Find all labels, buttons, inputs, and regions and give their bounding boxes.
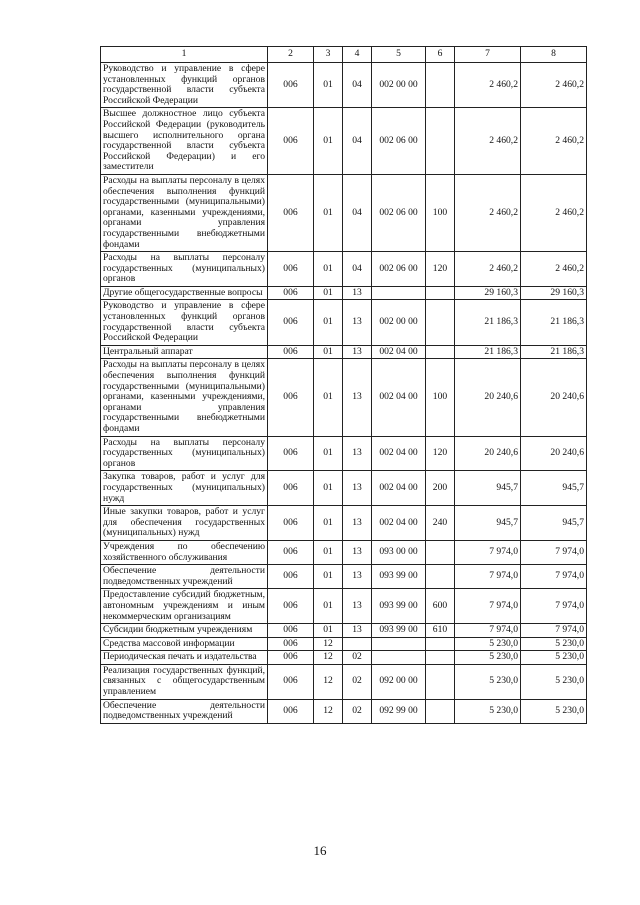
cell-code-expense-type: 200 [426,471,455,506]
cell-amount: 20 240,6 [455,359,521,436]
cell-name: Руководство и управление в сфере установленных функций органов государственной власти субъекта Российской Федерации [101,63,268,108]
cell-name: Реализация государственных функций, связанных с общегосударственным управлением [101,664,268,699]
cell-code-expense-type: 240 [426,506,455,541]
cell-code-section: 01 [314,108,343,175]
cell-code-subsection: 13 [343,506,372,541]
cell-code-subsection: 02 [343,651,372,665]
cell-amount-total: 29 160,3 [521,286,587,300]
cell-name: Расходы на выплаты персоналу государственных (муниципальных) органов [101,252,268,287]
cell-code-admin: 006 [268,286,314,300]
table-row [101,637,587,651]
cell-code-subsection: 13 [343,300,372,345]
cell-code-target [372,637,426,651]
table-row [101,359,587,436]
cell-code-target: 002 00 00 [372,300,426,345]
cell-name: Субсидии бюджетным учреждениям [101,624,268,638]
cell-code-section: 01 [314,506,343,541]
cell-name: Предоставление субсидий бюджетным, автономным учреждениям и иным некоммерческим организациям [101,589,268,624]
cell-name: Учреждения по обеспечению хозяйственного обслуживания [101,540,268,564]
table-row [101,345,587,359]
cell-code-expense-type [426,565,455,589]
cell-code-expense-type [426,63,455,108]
budget-table [100,46,587,724]
cell-code-target: 002 04 00 [372,471,426,506]
cell-code-target: 092 00 00 [372,664,426,699]
cell-code-section: 01 [314,540,343,564]
cell-code-subsection: 13 [343,436,372,471]
cell-amount: 2 460,2 [455,63,521,108]
page-number: 16 [313,843,327,858]
cell-code-expense-type [426,699,455,723]
cell-name: Другие общегосударственные вопросы [101,286,268,300]
cell-amount-total: 945,7 [521,506,587,541]
cell-code-section: 12 [314,637,343,651]
table-row [101,286,587,300]
cell-name: Обеспечение деятельности подведомственных учреждений [101,565,268,589]
cell-amount: 7 974,0 [455,624,521,638]
cell-amount: 2 460,2 [455,108,521,175]
cell-amount: 5 230,0 [455,637,521,651]
cell-amount-total: 2 460,2 [521,108,587,175]
cell-code-subsection: 04 [343,252,372,287]
cell-code-subsection [343,637,372,651]
cell-code-expense-type [426,540,455,564]
cell-name: Обеспечение деятельности подведомственных учреждений [101,699,268,723]
cell-code-admin: 006 [268,252,314,287]
cell-code-target: 002 04 00 [372,345,426,359]
cell-code-subsection: 13 [343,624,372,638]
cell-code-subsection: 04 [343,174,372,251]
cell-code-admin: 006 [268,651,314,665]
table-row [101,63,587,108]
cell-code-admin: 006 [268,471,314,506]
cell-code-section: 01 [314,565,343,589]
cell-amount: 21 186,3 [455,345,521,359]
cell-code-expense-type: 600 [426,589,455,624]
cell-code-expense-type [426,108,455,175]
cell-amount-total: 7 974,0 [521,565,587,589]
cell-amount: 29 160,3 [455,286,521,300]
column-header: 3 [314,47,343,63]
cell-code-expense-type [426,286,455,300]
cell-code-target: 002 04 00 [372,436,426,471]
cell-amount-total: 20 240,6 [521,359,587,436]
cell-amount-total: 2 460,2 [521,63,587,108]
cell-amount: 7 974,0 [455,540,521,564]
cell-amount: 945,7 [455,471,521,506]
budget-table-container [100,46,586,724]
cell-code-target [372,651,426,665]
cell-amount-total: 5 230,0 [521,664,587,699]
cell-amount-total: 5 230,0 [521,637,587,651]
cell-code-section: 01 [314,345,343,359]
cell-amount: 5 230,0 [455,651,521,665]
cell-name: Расходы на выплаты персоналу в целях обеспечения выполнения функций государственными (муниципальными) органами, казенными учреждениями, органами управления государственными внебюджетными фондами [101,174,268,251]
cell-amount-total: 2 460,2 [521,252,587,287]
cell-code-admin: 006 [268,506,314,541]
cell-code-admin: 006 [268,699,314,723]
cell-code-admin: 006 [268,359,314,436]
cell-code-admin: 006 [268,174,314,251]
cell-code-subsection: 13 [343,359,372,436]
cell-amount-total: 7 974,0 [521,589,587,624]
cell-code-expense-type [426,300,455,345]
table-row [101,506,587,541]
cell-code-target: 002 04 00 [372,359,426,436]
table-row [101,252,587,287]
cell-code-target: 002 04 00 [372,506,426,541]
table-row [101,471,587,506]
cell-name: Периодическая печать и издательства [101,651,268,665]
cell-amount: 7 974,0 [455,565,521,589]
cell-amount-total: 7 974,0 [521,540,587,564]
cell-name: Средства массовой информации [101,637,268,651]
cell-amount: 2 460,2 [455,252,521,287]
cell-code-expense-type [426,664,455,699]
cell-code-subsection: 13 [343,540,372,564]
cell-amount-total: 2 460,2 [521,174,587,251]
cell-code-section: 01 [314,436,343,471]
table-row [101,624,587,638]
cell-code-target: 093 99 00 [372,624,426,638]
table-row [101,699,587,723]
table-row [101,108,587,175]
cell-amount: 5 230,0 [455,699,521,723]
cell-code-admin: 006 [268,589,314,624]
cell-code-section: 01 [314,300,343,345]
cell-amount-total: 21 186,3 [521,300,587,345]
cell-name: Высшее должностное лицо субъекта Российской Федерации (руководитель высшего исполнительного органа государственной власти субъекта Российской Федерации) и его заместители [101,108,268,175]
cell-code-section: 01 [314,471,343,506]
cell-amount-total: 5 230,0 [521,651,587,665]
cell-amount-total: 945,7 [521,471,587,506]
cell-code-section: 12 [314,664,343,699]
cell-code-expense-type: 610 [426,624,455,638]
cell-code-expense-type: 100 [426,174,455,251]
cell-amount-total: 7 974,0 [521,624,587,638]
cell-code-admin: 006 [268,108,314,175]
cell-code-subsection: 02 [343,699,372,723]
cell-code-section: 01 [314,624,343,638]
cell-code-admin: 006 [268,436,314,471]
cell-code-section: 12 [314,699,343,723]
column-header: 6 [426,47,455,63]
header-row [101,47,587,63]
cell-code-section: 12 [314,651,343,665]
cell-name: Расходы на выплаты персоналу в целях обеспечения выполнения функций государственными (муниципальными) органами, казенными учреждениями, органами управления государственными внебюджетными фондами [101,359,268,436]
cell-code-target: 092 99 00 [372,699,426,723]
cell-code-target: 093 99 00 [372,565,426,589]
column-header: 5 [372,47,426,63]
cell-name: Центральный аппарат [101,345,268,359]
table-row [101,540,587,564]
cell-name: Расходы на выплаты персоналу государственных (муниципальных) органов [101,436,268,471]
cell-code-subsection: 04 [343,108,372,175]
table-row [101,300,587,345]
cell-amount-total: 21 186,3 [521,345,587,359]
cell-code-target: 002 00 00 [372,63,426,108]
cell-code-target: 093 99 00 [372,589,426,624]
cell-name: Иные закупки товаров, работ и услуг для обеспечения государственных (муниципальных) нужд [101,506,268,541]
cell-code-subsection: 04 [343,63,372,108]
cell-code-subsection: 13 [343,471,372,506]
cell-code-admin: 006 [268,637,314,651]
table-row [101,589,587,624]
cell-code-expense-type: 120 [426,436,455,471]
cell-code-subsection: 13 [343,589,372,624]
cell-code-section: 01 [314,252,343,287]
cell-name: Руководство и управление в сфере установленных функций органов государственной власти субъекта Российской Федерации [101,300,268,345]
table-row [101,651,587,665]
cell-code-expense-type [426,345,455,359]
table-row [101,174,587,251]
cell-code-section: 01 [314,359,343,436]
cell-code-target: 002 06 00 [372,174,426,251]
cell-amount: 5 230,0 [455,664,521,699]
column-header: 8 [521,47,587,63]
cell-code-expense-type: 100 [426,359,455,436]
cell-code-expense-type [426,651,455,665]
cell-code-subsection: 13 [343,345,372,359]
cell-code-target [372,286,426,300]
cell-code-target: 002 06 00 [372,108,426,175]
table-row [101,565,587,589]
cell-code-target: 093 00 00 [372,540,426,564]
cell-code-subsection: 13 [343,286,372,300]
cell-amount: 20 240,6 [455,436,521,471]
cell-name: Закупка товаров, работ и услуг для государственных (муниципальных) нужд [101,471,268,506]
cell-amount: 945,7 [455,506,521,541]
column-header: 4 [343,47,372,63]
cell-code-admin: 006 [268,345,314,359]
column-header: 7 [455,47,521,63]
cell-code-subsection: 02 [343,664,372,699]
cell-code-admin: 006 [268,300,314,345]
cell-code-section: 01 [314,286,343,300]
cell-code-admin: 006 [268,565,314,589]
cell-code-admin: 006 [268,624,314,638]
table-row [101,436,587,471]
cell-code-admin: 006 [268,664,314,699]
cell-code-admin: 006 [268,63,314,108]
cell-code-admin: 006 [268,540,314,564]
cell-code-subsection: 13 [343,565,372,589]
cell-amount-total: 5 230,0 [521,699,587,723]
cell-amount: 2 460,2 [455,174,521,251]
cell-code-section: 01 [314,174,343,251]
cell-amount: 21 186,3 [455,300,521,345]
column-header: 1 [101,47,268,63]
cell-code-target: 002 06 00 [372,252,426,287]
cell-code-expense-type [426,637,455,651]
cell-code-expense-type: 120 [426,252,455,287]
cell-amount: 7 974,0 [455,589,521,624]
cell-amount-total: 20 240,6 [521,436,587,471]
column-header: 2 [268,47,314,63]
cell-code-section: 01 [314,589,343,624]
cell-code-section: 01 [314,63,343,108]
table-row [101,664,587,699]
